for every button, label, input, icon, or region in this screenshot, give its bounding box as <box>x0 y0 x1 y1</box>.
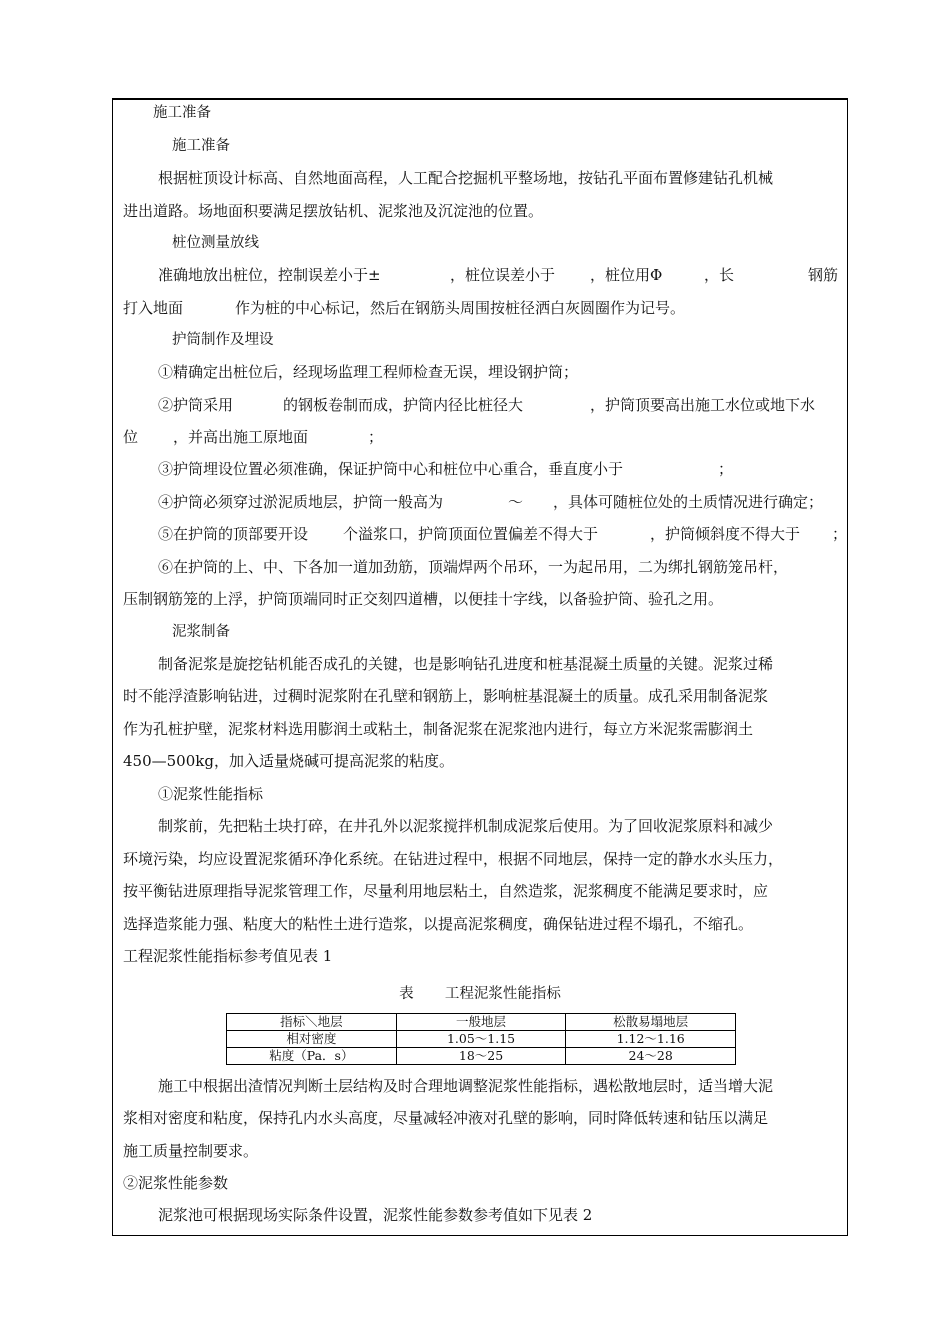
casing-item-2-seg: ，并高出施工原地面 <box>173 428 309 446</box>
paragraph-line: 选择造浆能力强、粘度大的粘性土进行造浆，以提高泥浆稠度，确保钻进过程不塌孔，不缩孔。 <box>123 915 754 933</box>
survey-seg-6: 打入地面 <box>123 299 184 317</box>
paragraph-line: 按平衡钻进原理指导泥浆管理工作，尽量利用地层粘土，自然造浆，泥浆稠度不能满足要求时，应 <box>123 882 769 900</box>
table-caption-title: 工程泥浆性能指标 <box>444 986 561 1002</box>
subheading-casing: 护筒制作及埋设 <box>172 332 274 348</box>
paragraph-line: 泥浆池可根据现场实际条件设置，泥浆性能参数参考值如下见表 2 <box>158 1206 593 1224</box>
casing-item-4-seg: ④护筒必须穿过淤泥质地层，护筒一般高为 <box>158 493 444 511</box>
table-row <box>227 1031 736 1048</box>
table-header-cell: 一般地层 <box>396 1014 566 1031</box>
survey-seg-2: ，桩位误差小于 <box>450 266 556 284</box>
casing-item-6: 压制钢筋笼的上浮，护筒顶端同时正交刻四道槽，以便挂十字线，以备验护筒、验孔之用。 <box>123 590 724 608</box>
casing-item-4-seg: ，具体可随桩位处的土质情况进行确定； <box>553 493 824 511</box>
paragraph-line: 进出道路。场地面积要满足摆放钻机、泥浆池及沉淀池的位置。 <box>123 202 544 220</box>
survey-seg-3: ，桩位用Φ <box>590 266 663 284</box>
table-cell: 18～25 <box>396 1048 566 1065</box>
casing-item-3-seg: ③护筒埋设位置必须准确，保证护筒中心和桩位中心重合，垂直度小于 <box>158 460 624 478</box>
table-cell: 1.05～1.15 <box>396 1031 566 1048</box>
mud-perf-title: ①泥浆性能指标 <box>158 785 264 803</box>
paragraph-line: 450—500kg，加入适量烧碱可提高泥浆的粘度。 <box>123 752 454 770</box>
casing-item-2-seg: ，护筒顶要高出施工水位或地下水 <box>590 396 816 414</box>
table-header-cell: 松散易塌地层 <box>566 1014 736 1031</box>
survey-seg-4: ，长 <box>704 266 735 284</box>
subheading-survey: 桩位测量放线 <box>172 235 259 251</box>
table-header-cell: 指标＼地层 <box>227 1014 397 1031</box>
paragraph-line: 施工中根据出渣情况判断土层结构及时合理地调整泥浆性能指标，遇松散地层时，适当增大泥 <box>158 1077 774 1095</box>
paragraph-line: 制浆前，先把粘土块打碎，在井孔外以泥浆搅拌机制成泥浆后使用。为了回收泥浆原料和减少 <box>158 817 774 835</box>
paragraph-line: 根据桩顶设计标高、自然地面高程，人工配合挖掘机平整场地，按钻孔平面布置修建钻孔机械 <box>158 169 774 187</box>
casing-item-2-seg: ； <box>368 428 384 446</box>
survey-seg-5: 钢筋 <box>808 266 839 284</box>
survey-seg-7: 作为桩的中心标记，然后在钢筋头周围按桩径洒白灰圆圈作为记号。 <box>235 299 686 317</box>
casing-item-5-seg: ； <box>832 525 848 543</box>
paragraph-line: 浆相对密度和粘度，保持孔内水头高度，尽量减轻冲液对孔壁的影响，同时降低转速和钻压以满足 <box>123 1109 769 1127</box>
paragraph-line: 作为孔桩护壁，泥浆材料选用膨润土或粘土，制备泥浆在泥浆池内进行，每立方米泥浆需膨润土 <box>123 720 754 738</box>
casing-item-5-seg: ⑤在护筒的顶部要开设 <box>158 525 309 543</box>
subheading-mud: 泥浆制备 <box>172 624 230 640</box>
table-caption-label: 表 <box>399 986 414 1002</box>
mud-index-table <box>226 1013 736 1065</box>
table-row <box>227 1048 736 1065</box>
casing-item-5-seg: ，护筒倾斜度不得大于 <box>650 525 801 543</box>
mud-param-title: ②泥浆性能参数 <box>123 1174 229 1192</box>
table-caption <box>112 984 848 1004</box>
paragraph-line: 施工质量控制要求。 <box>123 1142 259 1160</box>
section-heading-prep: 施工准备 <box>153 105 211 121</box>
casing-item-2-seg: 位 <box>123 428 139 446</box>
table-reference: 工程泥浆性能指标参考值见表 1 <box>123 947 333 965</box>
casing-item-2-seg: 的钢板卷制而成，护筒内径比桩径大 <box>283 396 524 414</box>
survey-seg-1: 准确地放出桩位，控制误差小于± <box>158 266 381 284</box>
table-header-row <box>227 1014 736 1031</box>
casing-item-2-seg: ②护筒采用 <box>158 396 234 414</box>
casing-item-3-seg: ； <box>718 460 734 478</box>
table-cell: 粘度（Pa．s） <box>227 1048 397 1065</box>
casing-item-6: ⑥在护筒的上、中、下各加一道加劲筋，顶端焊两个吊环，一为起吊用，二为绑扎钢筋笼吊杆， <box>158 558 789 576</box>
paragraph-line: 环境污染，均应设置泥浆循环净化系统。在钻进过程中，根据不同地层，保持一定的静水水头压力， <box>123 850 784 868</box>
casing-item-5-seg: 个溢浆口，护筒顶面位置偏差不得大于 <box>343 525 599 543</box>
casing-item-1: ①精确定出桩位后，经现场监理工程师检查无误，埋设钢护筒； <box>158 363 579 381</box>
table-cell: 相对密度 <box>227 1031 397 1048</box>
table-cell: 24～28 <box>566 1048 736 1065</box>
subheading-prep: 施工准备 <box>172 138 230 154</box>
paragraph-line: 时不能浮渣影响钻进，过稠时泥浆附在孔壁和钢筋上，影响桩基混凝土的质量。成孔采用制备泥浆 <box>123 687 769 705</box>
casing-item-4-seg: ～ <box>508 493 524 511</box>
table-cell: 1.12～1.16 <box>566 1031 736 1048</box>
paragraph-line: 制备泥浆是旋挖钻机能否成孔的关键，也是影响钻孔进度和桩基混凝土质量的关键。泥浆过稀 <box>158 655 774 673</box>
